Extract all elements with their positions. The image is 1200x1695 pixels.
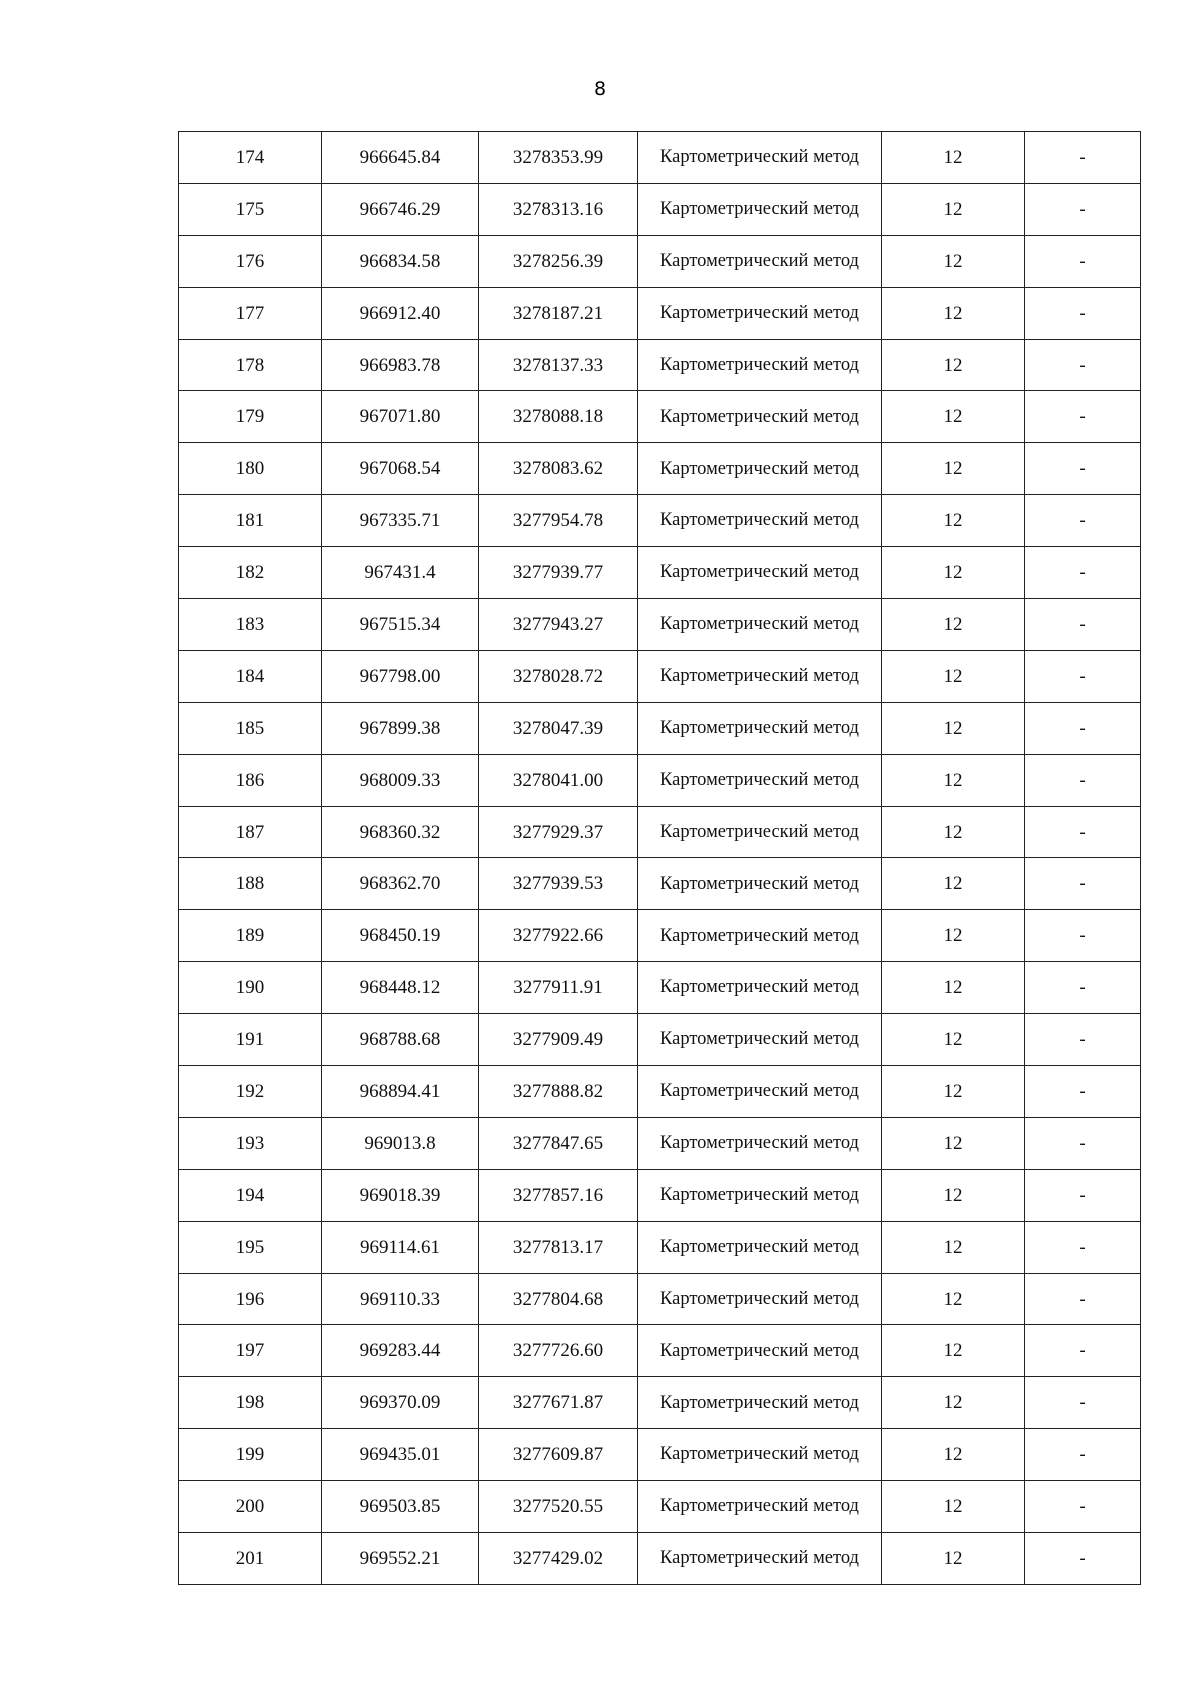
point-number-cell: 198 bbox=[179, 1377, 322, 1429]
table-row bbox=[179, 858, 1141, 910]
note-cell: - bbox=[1025, 235, 1141, 287]
y-coordinate-cell: 3278083.62 bbox=[479, 443, 638, 495]
point-number-cell: 190 bbox=[179, 962, 322, 1014]
table-row bbox=[179, 754, 1141, 806]
y-coordinate-cell: 3277609.87 bbox=[479, 1429, 638, 1481]
y-coordinate-cell: 3278047.39 bbox=[479, 702, 638, 754]
method-cell: Картометрический метод bbox=[638, 1117, 882, 1169]
method-cell: Картометрический метод bbox=[638, 754, 882, 806]
y-coordinate-cell: 3277520.55 bbox=[479, 1481, 638, 1533]
y-coordinate-cell: 3277671.87 bbox=[479, 1377, 638, 1429]
x-coordinate-cell: 969552.21 bbox=[322, 1533, 479, 1585]
accuracy-cell: 12 bbox=[882, 910, 1025, 962]
note-cell: - bbox=[1025, 754, 1141, 806]
x-coordinate-cell: 967071.80 bbox=[322, 391, 479, 443]
method-cell: Картометрический метод bbox=[638, 132, 882, 184]
method-cell: Картометрический метод bbox=[638, 1273, 882, 1325]
note-cell: - bbox=[1025, 1481, 1141, 1533]
y-coordinate-cell: 3277813.17 bbox=[479, 1221, 638, 1273]
x-coordinate-cell: 969114.61 bbox=[322, 1221, 479, 1273]
table-row bbox=[179, 183, 1141, 235]
point-number-cell: 188 bbox=[179, 858, 322, 910]
accuracy-cell: 12 bbox=[882, 858, 1025, 910]
point-number-cell: 195 bbox=[179, 1221, 322, 1273]
method-cell: Картометрический метод bbox=[638, 1325, 882, 1377]
method-cell: Картометрический метод bbox=[638, 858, 882, 910]
coordinates-table-body bbox=[179, 132, 1141, 1585]
x-coordinate-cell: 968009.33 bbox=[322, 754, 479, 806]
y-coordinate-cell: 3278313.16 bbox=[479, 183, 638, 235]
table-row bbox=[179, 1014, 1141, 1066]
point-number-cell: 175 bbox=[179, 183, 322, 235]
method-cell: Картометрический метод bbox=[638, 599, 882, 651]
y-coordinate-cell: 3277857.16 bbox=[479, 1169, 638, 1221]
y-coordinate-cell: 3278353.99 bbox=[479, 132, 638, 184]
note-cell: - bbox=[1025, 1169, 1141, 1221]
note-cell: - bbox=[1025, 339, 1141, 391]
accuracy-cell: 12 bbox=[882, 599, 1025, 651]
y-coordinate-cell: 3277939.53 bbox=[479, 858, 638, 910]
y-coordinate-cell: 3278137.33 bbox=[479, 339, 638, 391]
accuracy-cell: 12 bbox=[882, 962, 1025, 1014]
accuracy-cell: 12 bbox=[882, 754, 1025, 806]
table-row bbox=[179, 1221, 1141, 1273]
point-number-cell: 192 bbox=[179, 1066, 322, 1118]
note-cell: - bbox=[1025, 1014, 1141, 1066]
point-number-cell: 177 bbox=[179, 287, 322, 339]
x-coordinate-cell: 967899.38 bbox=[322, 702, 479, 754]
accuracy-cell: 12 bbox=[882, 650, 1025, 702]
x-coordinate-cell: 969013.8 bbox=[322, 1117, 479, 1169]
point-number-cell: 186 bbox=[179, 754, 322, 806]
y-coordinate-cell: 3278028.72 bbox=[479, 650, 638, 702]
point-number-cell: 187 bbox=[179, 806, 322, 858]
note-cell: - bbox=[1025, 391, 1141, 443]
table-row bbox=[179, 1273, 1141, 1325]
note-cell: - bbox=[1025, 1377, 1141, 1429]
note-cell: - bbox=[1025, 495, 1141, 547]
point-number-cell: 193 bbox=[179, 1117, 322, 1169]
point-number-cell: 196 bbox=[179, 1273, 322, 1325]
y-coordinate-cell: 3277911.91 bbox=[479, 962, 638, 1014]
point-number-cell: 191 bbox=[179, 1014, 322, 1066]
table-row bbox=[179, 132, 1141, 184]
x-coordinate-cell: 966746.29 bbox=[322, 183, 479, 235]
point-number-cell: 182 bbox=[179, 547, 322, 599]
table-row bbox=[179, 1429, 1141, 1481]
table-row bbox=[179, 1533, 1141, 1585]
method-cell: Картометрический метод bbox=[638, 183, 882, 235]
table-row bbox=[179, 235, 1141, 287]
x-coordinate-cell: 966983.78 bbox=[322, 339, 479, 391]
accuracy-cell: 12 bbox=[882, 1325, 1025, 1377]
accuracy-cell: 12 bbox=[882, 1117, 1025, 1169]
note-cell: - bbox=[1025, 132, 1141, 184]
table-row bbox=[179, 806, 1141, 858]
point-number-cell: 174 bbox=[179, 132, 322, 184]
accuracy-cell: 12 bbox=[882, 339, 1025, 391]
page-number: 8 bbox=[593, 78, 607, 100]
table-row bbox=[179, 599, 1141, 651]
y-coordinate-cell: 3277429.02 bbox=[479, 1533, 638, 1585]
y-coordinate-cell: 3277929.37 bbox=[479, 806, 638, 858]
method-cell: Картометрический метод bbox=[638, 287, 882, 339]
note-cell: - bbox=[1025, 1273, 1141, 1325]
point-number-cell: 183 bbox=[179, 599, 322, 651]
x-coordinate-cell: 968450.19 bbox=[322, 910, 479, 962]
accuracy-cell: 12 bbox=[882, 547, 1025, 599]
accuracy-cell: 12 bbox=[882, 806, 1025, 858]
table-row bbox=[179, 1066, 1141, 1118]
y-coordinate-cell: 3277726.60 bbox=[479, 1325, 638, 1377]
table-row bbox=[179, 910, 1141, 962]
method-cell: Картометрический метод bbox=[638, 650, 882, 702]
note-cell: - bbox=[1025, 1429, 1141, 1481]
accuracy-cell: 12 bbox=[882, 391, 1025, 443]
note-cell: - bbox=[1025, 287, 1141, 339]
x-coordinate-cell: 968448.12 bbox=[322, 962, 479, 1014]
point-number-cell: 180 bbox=[179, 443, 322, 495]
point-number-cell: 179 bbox=[179, 391, 322, 443]
method-cell: Картометрический метод bbox=[638, 547, 882, 599]
x-coordinate-cell: 969283.44 bbox=[322, 1325, 479, 1377]
note-cell: - bbox=[1025, 1066, 1141, 1118]
x-coordinate-cell: 967431.4 bbox=[322, 547, 479, 599]
table-row bbox=[179, 547, 1141, 599]
y-coordinate-cell: 3278187.21 bbox=[479, 287, 638, 339]
accuracy-cell: 12 bbox=[882, 1169, 1025, 1221]
coordinates-table bbox=[178, 131, 1141, 1585]
point-number-cell: 189 bbox=[179, 910, 322, 962]
y-coordinate-cell: 3278088.18 bbox=[479, 391, 638, 443]
table-row bbox=[179, 1325, 1141, 1377]
method-cell: Картометрический метод bbox=[638, 910, 882, 962]
method-cell: Картометрический метод bbox=[638, 806, 882, 858]
note-cell: - bbox=[1025, 547, 1141, 599]
y-coordinate-cell: 3278256.39 bbox=[479, 235, 638, 287]
y-coordinate-cell: 3277922.66 bbox=[479, 910, 638, 962]
table-row bbox=[179, 391, 1141, 443]
y-coordinate-cell: 3277939.77 bbox=[479, 547, 638, 599]
method-cell: Картометрический метод bbox=[638, 391, 882, 443]
table-row bbox=[179, 650, 1141, 702]
y-coordinate-cell: 3277847.65 bbox=[479, 1117, 638, 1169]
y-coordinate-cell: 3277943.27 bbox=[479, 599, 638, 651]
accuracy-cell: 12 bbox=[882, 702, 1025, 754]
x-coordinate-cell: 969018.39 bbox=[322, 1169, 479, 1221]
note-cell: - bbox=[1025, 599, 1141, 651]
accuracy-cell: 12 bbox=[882, 1066, 1025, 1118]
table-row bbox=[179, 962, 1141, 1014]
method-cell: Картометрический метод bbox=[638, 339, 882, 391]
method-cell: Картометрический метод bbox=[638, 1429, 882, 1481]
point-number-cell: 199 bbox=[179, 1429, 322, 1481]
method-cell: Картометрический метод bbox=[638, 1014, 882, 1066]
note-cell: - bbox=[1025, 910, 1141, 962]
point-number-cell: 197 bbox=[179, 1325, 322, 1377]
x-coordinate-cell: 967335.71 bbox=[322, 495, 479, 547]
x-coordinate-cell: 966645.84 bbox=[322, 132, 479, 184]
table-row bbox=[179, 287, 1141, 339]
point-number-cell: 185 bbox=[179, 702, 322, 754]
accuracy-cell: 12 bbox=[882, 287, 1025, 339]
x-coordinate-cell: 968360.32 bbox=[322, 806, 479, 858]
x-coordinate-cell: 968788.68 bbox=[322, 1014, 479, 1066]
note-cell: - bbox=[1025, 1533, 1141, 1585]
accuracy-cell: 12 bbox=[882, 495, 1025, 547]
point-number-cell: 181 bbox=[179, 495, 322, 547]
method-cell: Картометрический метод bbox=[638, 443, 882, 495]
y-coordinate-cell: 3277954.78 bbox=[479, 495, 638, 547]
accuracy-cell: 12 bbox=[882, 1014, 1025, 1066]
accuracy-cell: 12 bbox=[882, 235, 1025, 287]
table-row bbox=[179, 1377, 1141, 1429]
y-coordinate-cell: 3277888.82 bbox=[479, 1066, 638, 1118]
accuracy-cell: 12 bbox=[882, 1481, 1025, 1533]
method-cell: Картометрический метод bbox=[638, 1533, 882, 1585]
method-cell: Картометрический метод bbox=[638, 962, 882, 1014]
table-row bbox=[179, 702, 1141, 754]
x-coordinate-cell: 968362.70 bbox=[322, 858, 479, 910]
y-coordinate-cell: 3278041.00 bbox=[479, 754, 638, 806]
accuracy-cell: 12 bbox=[882, 1273, 1025, 1325]
x-coordinate-cell: 969110.33 bbox=[322, 1273, 479, 1325]
note-cell: - bbox=[1025, 443, 1141, 495]
note-cell: - bbox=[1025, 1117, 1141, 1169]
note-cell: - bbox=[1025, 1221, 1141, 1273]
method-cell: Картометрический метод bbox=[638, 495, 882, 547]
note-cell: - bbox=[1025, 1325, 1141, 1377]
method-cell: Картометрический метод bbox=[638, 1481, 882, 1533]
accuracy-cell: 12 bbox=[882, 1533, 1025, 1585]
note-cell: - bbox=[1025, 858, 1141, 910]
note-cell: - bbox=[1025, 702, 1141, 754]
point-number-cell: 194 bbox=[179, 1169, 322, 1221]
note-cell: - bbox=[1025, 806, 1141, 858]
accuracy-cell: 12 bbox=[882, 443, 1025, 495]
method-cell: Картометрический метод bbox=[638, 1169, 882, 1221]
accuracy-cell: 12 bbox=[882, 1221, 1025, 1273]
accuracy-cell: 12 bbox=[882, 183, 1025, 235]
method-cell: Картометрический метод bbox=[638, 1066, 882, 1118]
x-coordinate-cell: 969370.09 bbox=[322, 1377, 479, 1429]
method-cell: Картометрический метод bbox=[638, 1377, 882, 1429]
note-cell: - bbox=[1025, 962, 1141, 1014]
table-row bbox=[179, 443, 1141, 495]
x-coordinate-cell: 969435.01 bbox=[322, 1429, 479, 1481]
y-coordinate-cell: 3277804.68 bbox=[479, 1273, 638, 1325]
accuracy-cell: 12 bbox=[882, 1429, 1025, 1481]
y-coordinate-cell: 3277909.49 bbox=[479, 1014, 638, 1066]
x-coordinate-cell: 968894.41 bbox=[322, 1066, 479, 1118]
method-cell: Картометрический метод bbox=[638, 702, 882, 754]
point-number-cell: 184 bbox=[179, 650, 322, 702]
x-coordinate-cell: 966834.58 bbox=[322, 235, 479, 287]
x-coordinate-cell: 966912.40 bbox=[322, 287, 479, 339]
x-coordinate-cell: 969503.85 bbox=[322, 1481, 479, 1533]
table-row bbox=[179, 1117, 1141, 1169]
x-coordinate-cell: 967515.34 bbox=[322, 599, 479, 651]
table-row bbox=[179, 1481, 1141, 1533]
method-cell: Картометрический метод bbox=[638, 235, 882, 287]
method-cell: Картометрический метод bbox=[638, 1221, 882, 1273]
note-cell: - bbox=[1025, 183, 1141, 235]
point-number-cell: 176 bbox=[179, 235, 322, 287]
accuracy-cell: 12 bbox=[882, 132, 1025, 184]
point-number-cell: 200 bbox=[179, 1481, 322, 1533]
x-coordinate-cell: 967798.00 bbox=[322, 650, 479, 702]
table-row bbox=[179, 495, 1141, 547]
note-cell: - bbox=[1025, 650, 1141, 702]
point-number-cell: 201 bbox=[179, 1533, 322, 1585]
point-number-cell: 178 bbox=[179, 339, 322, 391]
table-row bbox=[179, 1169, 1141, 1221]
x-coordinate-cell: 967068.54 bbox=[322, 443, 479, 495]
table-row bbox=[179, 339, 1141, 391]
accuracy-cell: 12 bbox=[882, 1377, 1025, 1429]
